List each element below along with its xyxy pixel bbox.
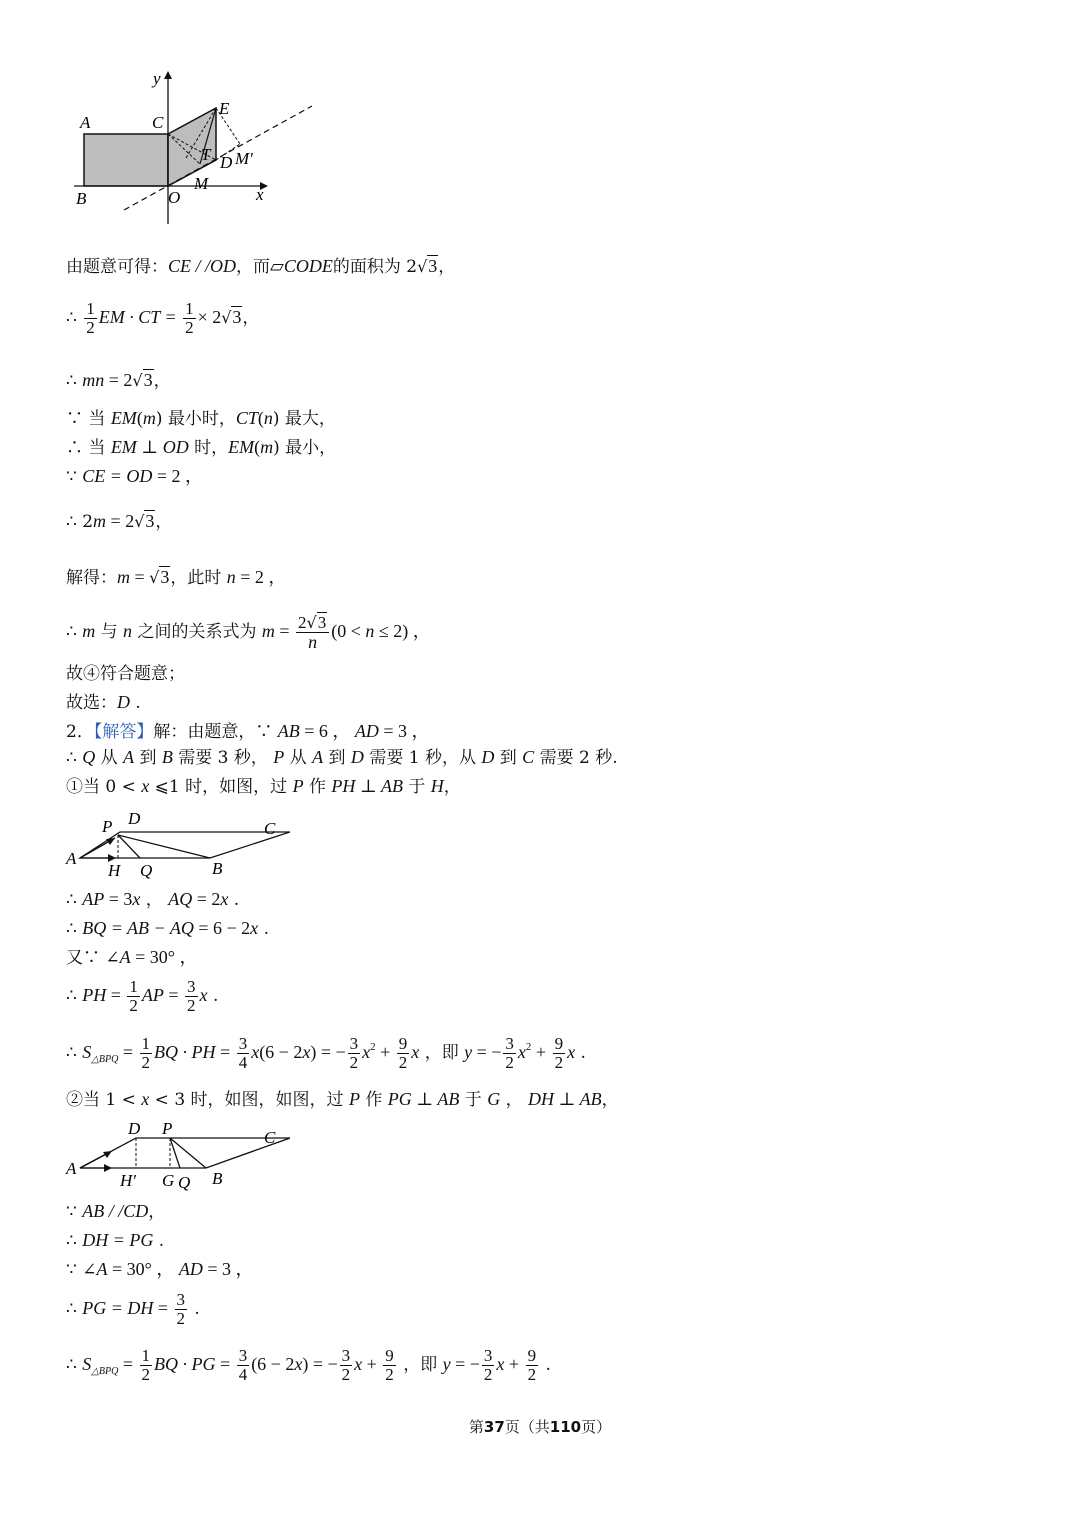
math: CE / /OD [168, 256, 237, 276]
label-q: Q [178, 1173, 191, 1192]
figure-parallelogram-case2 [60, 1114, 290, 1194]
solution-line: ∴ 2m = 2√3， [66, 511, 173, 532]
label-a: A [66, 1159, 77, 1178]
math: × 2 [197, 307, 222, 327]
solution-line: ∴ AP = 3x ， AQ = 2x . [66, 889, 240, 910]
solution-line: 故选：D . [66, 692, 141, 713]
label-a: A [66, 849, 77, 868]
radicand: 3 [428, 256, 438, 276]
label-x: x [256, 185, 264, 204]
solution-line: ∴ BQ = AB − AQ = 6 − 2x . [66, 918, 269, 939]
text: ， [438, 257, 456, 277]
text: 的面积为 2 [332, 257, 418, 277]
fraction: $\frac{1}{2}$ [185, 299, 194, 337]
label-q: Q [140, 861, 153, 880]
label-m: M [194, 174, 209, 193]
label-c: C [152, 113, 164, 132]
label-b: B [212, 859, 223, 878]
solution-line: ∵ ∠A = 30° ， AD = 3 ， [66, 1259, 254, 1280]
label-d: D [128, 1119, 141, 1138]
label-g: G [162, 1171, 175, 1190]
fraction: $\frac{2√3}{n}$ [296, 614, 329, 651]
solution-line: ∴ PH = $\frac{1}{2}$ AP = $\frac{3}{2}$ x . [66, 977, 219, 1015]
label-b: B [76, 189, 87, 208]
label-a: A [80, 113, 91, 132]
math: ▱CODE [270, 256, 333, 276]
label-p: P [162, 1119, 173, 1138]
radicand: 3 [232, 307, 242, 327]
text: ，而 [236, 257, 271, 277]
fraction: $\frac{1}{2}$ [86, 299, 95, 337]
label-e: E [219, 99, 230, 118]
solution-line: ∵ 当 EM(m) 最小时，CT(n) 最大， [66, 408, 336, 429]
label-t: T [201, 145, 211, 164]
solution-line: 又∵ ∠A = 30° ， [66, 947, 198, 968]
solution-line: 故④符合题意； [66, 664, 185, 684]
solution-line: ∴ DH = PG . [66, 1230, 165, 1251]
math: EM · CT = [98, 307, 182, 327]
text: ∴ [66, 308, 83, 328]
label-m-prime: M′ [235, 149, 253, 168]
solution-line: ①当 0 < x ⩽1 时，如图，过 P 作 PH ⊥ AB 于 H， [66, 776, 461, 797]
solution-line: ∴ mn = 2√3， [66, 370, 171, 391]
label-o: O [168, 188, 181, 207]
solution-line: ∴ PG = DH = $\frac{3}{2}$ . [66, 1290, 200, 1328]
label-c: C [264, 819, 276, 838]
label-d: D [128, 809, 141, 828]
label-p: P [102, 817, 113, 836]
answer-tag: 【解答】 [93, 722, 154, 742]
solution-line: 由题意可得：CE / /OD，而▱CODE的面积为 2√3， [66, 256, 456, 277]
label-h: H [108, 861, 121, 880]
figure-coordinate-diagram [60, 68, 320, 228]
text: ， [242, 308, 260, 328]
label-y: y [153, 69, 161, 88]
page-footer: 第37页（共110页） [468, 1418, 612, 1436]
text: 由题意可得： [66, 257, 168, 277]
solution-line: ∴ m 与 n 之间的关系式为 m = $\frac{2√3}{n}$ (0 < n ≤ 2) ， [66, 613, 431, 652]
solution-line: ∵ CE = OD = 2 ， [66, 466, 204, 487]
solution-line: ∴ 当 EM ⊥ OD 时，EM(m) 最小， [66, 437, 337, 458]
solution-line: ∴ $S_{\triangle BPQ}$ = $\frac{1}{2}$ BQ · PG = $\frac{3}{4}$ (6 − 2x) = − $\frac{3}{2}$ x + $\frac{9}{2}$ ，即 y = − $\frac{3}{2}$ x + $\frac{9}{2}$ . [66, 1346, 551, 1384]
page-number: 37 [483, 1418, 505, 1436]
solution-line: ∴ Q 从 A 到 B 需要 3 秒， P 从 A 到 D 需要 1 秒，从 D 到 C 需要 2 秒. [66, 747, 618, 768]
label-d: D [220, 153, 233, 172]
page-total: 110 [549, 1418, 582, 1436]
label-h: H′ [120, 1171, 136, 1190]
solution-line: 解得：m = √3，此时 n = 2 ， [66, 567, 287, 588]
solution-line: 2．【解答】解：由题意，∵ AB = 6 ， AD = 3 ， [66, 721, 430, 742]
figure-parallelogram-case1 [60, 804, 290, 884]
solution-line: ②当 1 < x < 3 时，如图，如图，过 P 作 PG ⊥ AB 于 G ， DH ⊥ AB， [66, 1089, 619, 1110]
solution-line: ∴ $S_{\triangle BPQ}$ = $\frac{1}{2}$ BQ · PH = $\frac{3}{4}$ x(6 − 2x) = − $\frac{3}{2}$ $x^2$ + $\frac{9}{2}$ x ，即 y = − $\frac{3}{2}$ $x^2$ + $\frac{9}{2}$ x . [66, 1034, 586, 1072]
label-b: B [212, 1169, 223, 1188]
solution-line: ∵ AB / /CD， [66, 1201, 166, 1222]
solution-line: ∴ $\frac{1}{2}$ EM · CT = $\frac{1}{2}$ × 2√3， [66, 299, 260, 337]
label-c: C [264, 1128, 276, 1147]
